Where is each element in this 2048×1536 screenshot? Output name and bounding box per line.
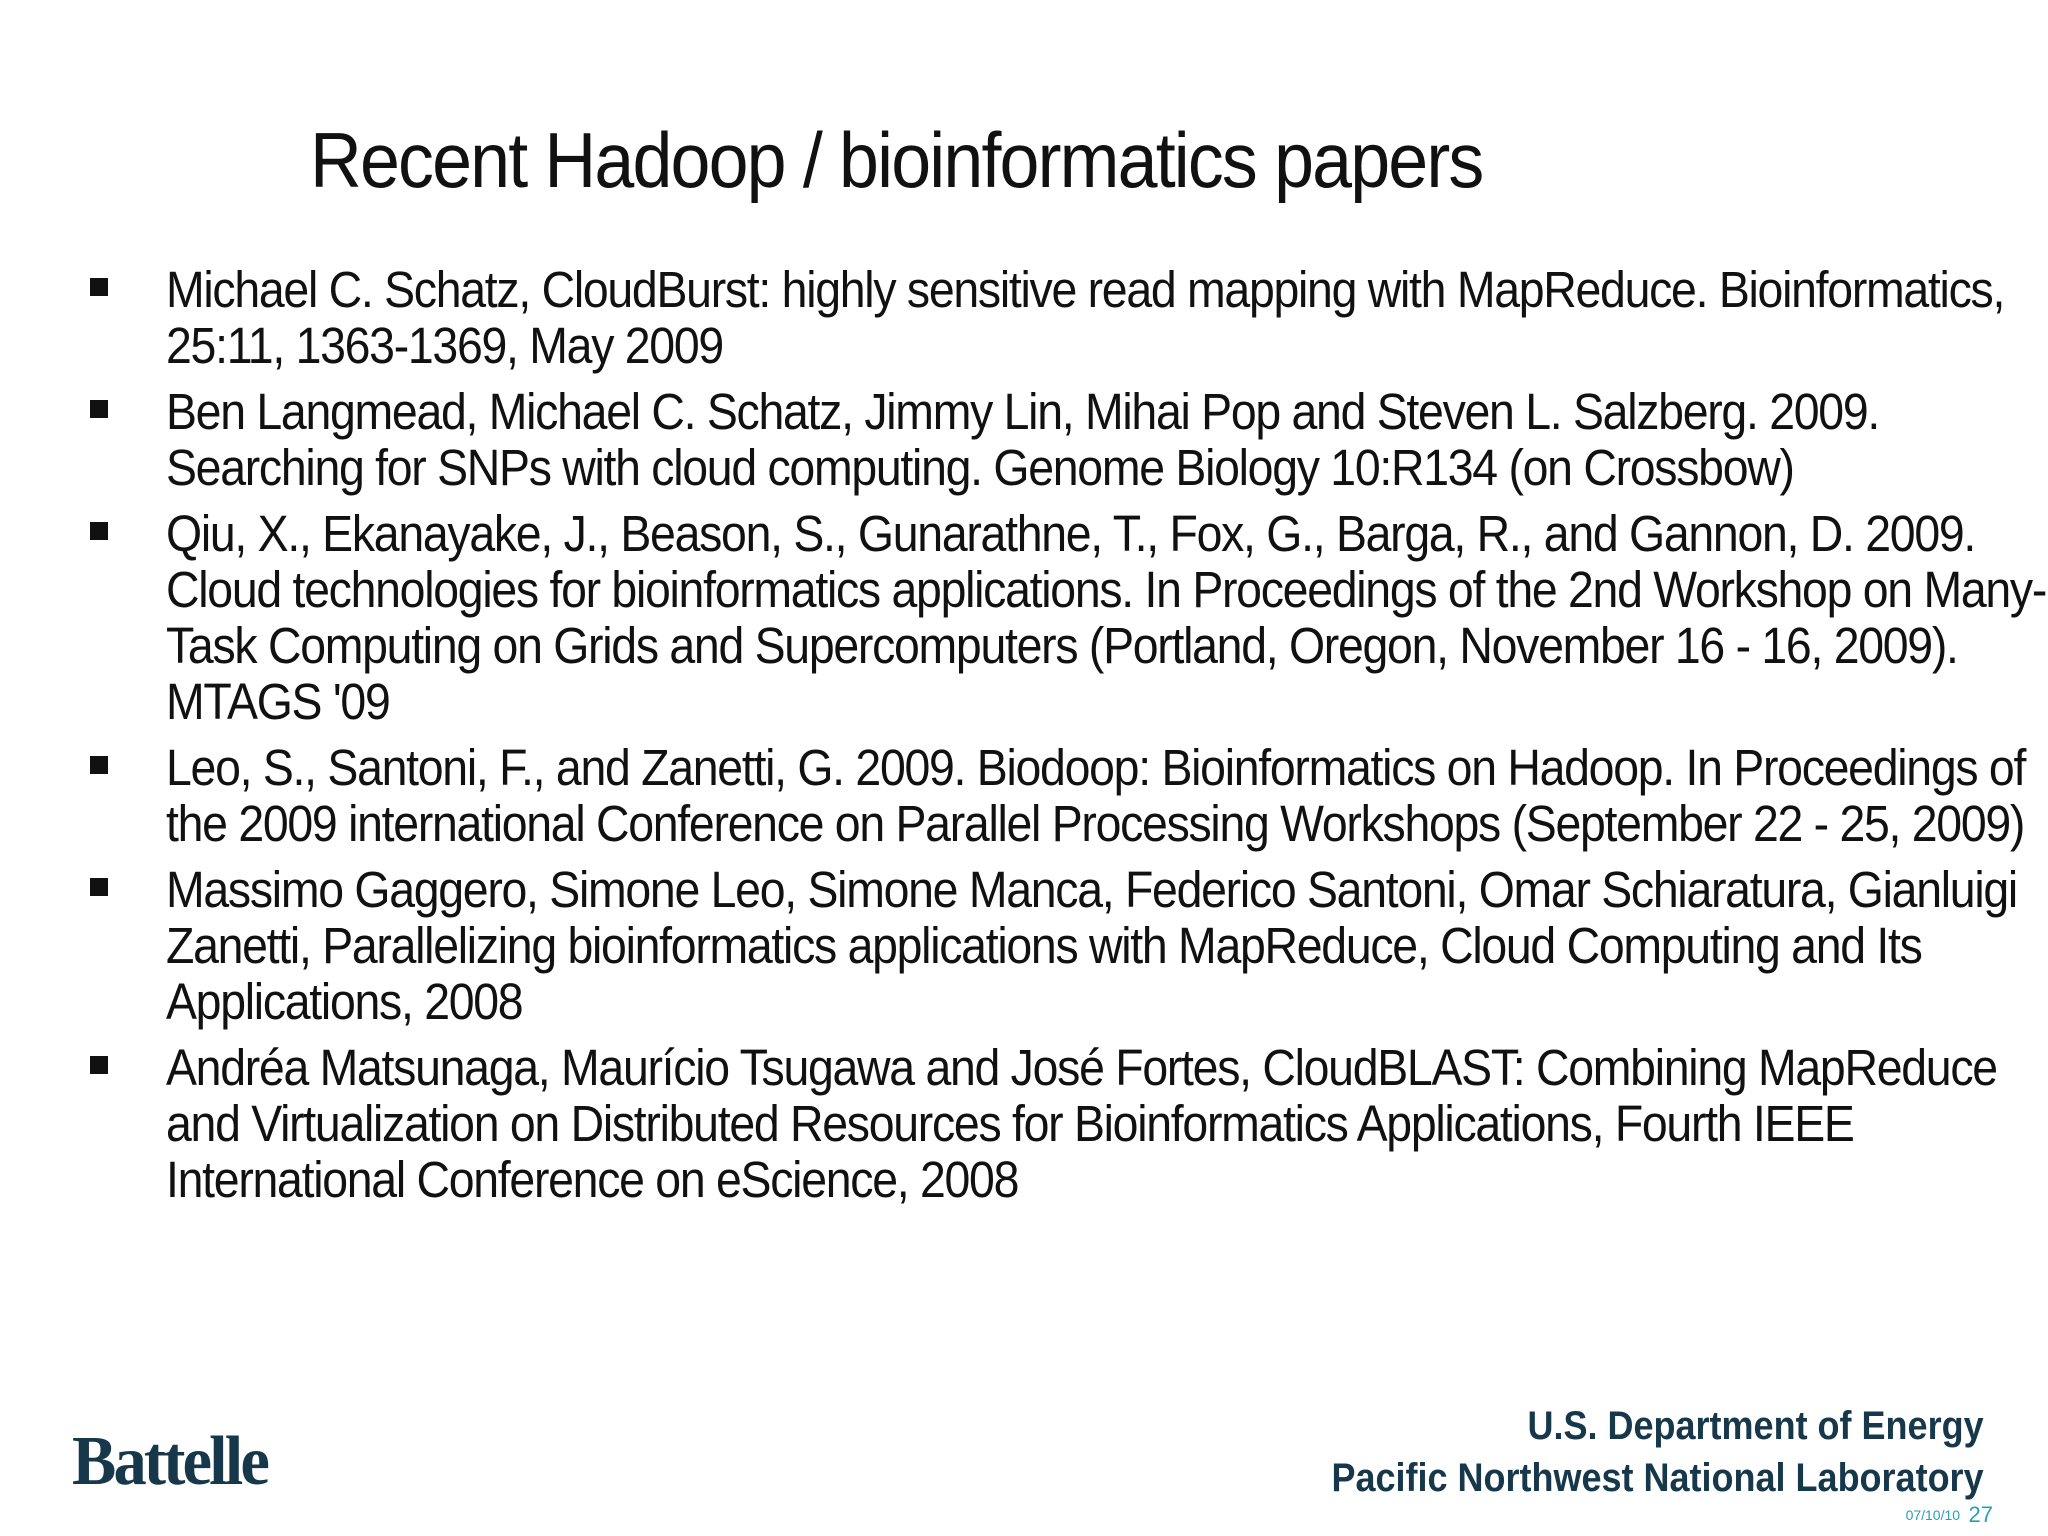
slide-title: Recent Hadoop / bioinformatics papers — [310, 116, 1483, 204]
reference-item — [0, 262, 2048, 374]
reference-item — [0, 384, 2048, 496]
square-bullet-icon — [90, 400, 108, 418]
reference-item — [0, 1040, 2048, 1208]
reference-item — [0, 506, 2048, 730]
square-bullet-icon — [90, 756, 108, 774]
reference-text: Qiu, X., Ekanayake, J., Beason, S., Gunarathne, T., Fox, G., Barga, R., and Gannon, D. 2009. Cloud technologies for bioinformatics applications. In Proceedings of the 2nd Workshop on Many-Task Computing on Grids and Supercomputers (Portland, Oregon, November 16 - 16, 2009). MTAGS '09 — [166, 505, 2047, 730]
reference-text: Ben Langmead, Michael C. Schatz, Jimmy Lin, Mihai Pop and Steven L. Salzberg. 2009. Searching for SNPs with cloud computing. Genome Biology 10:R134 (on Crossbow) — [166, 383, 1879, 496]
footer-meta — [1906, 1502, 1993, 1528]
square-bullet-icon — [90, 278, 108, 296]
footer-org-line-doe: U.S. Department of Energy — [1527, 1404, 1984, 1448]
footer-org-line-pnnl: Pacific Northwest National Laboratory — [1331, 1456, 1984, 1500]
reference-list — [0, 262, 2048, 1218]
reference-item — [0, 740, 2048, 852]
square-bullet-icon — [90, 522, 108, 540]
footer-organization — [1332, 1400, 1984, 1504]
page-number: 27 — [1968, 1502, 1993, 1527]
footer-date: 07/10/10 — [1905, 1507, 1961, 1523]
reference-text: Leo, S., Santoni, F., and Zanetti, G. 2009. Biodoop: Bioinformatics on Hadoop. In Proceedings of the 2009 international Conference on Parallel Processing Workshops (September 22 - 25, 2009) — [166, 739, 2026, 852]
reference-text: Massimo Gaggero, Simone Leo, Simone Manca, Federico Santoni, Omar Schiaratura, Gianluigi Zanetti, Parallelizing bioinformatics applications with MapReduce, Cloud Computing and Its Applications, 2008 — [166, 861, 2017, 1030]
reference-item — [0, 862, 2048, 1030]
square-bullet-icon — [90, 1056, 108, 1074]
square-bullet-icon — [90, 878, 108, 896]
reference-text: Andréa Matsunaga, Maurício Tsugawa and José Fortes, CloudBLAST: Combining MapReduce and Virtualization on Distributed Resources for Bioinformatics Applications, Fourth IEEE International Conference on eScience, 2008 — [166, 1039, 1997, 1208]
battelle-logo: Battelle — [72, 1423, 268, 1500]
reference-text: Michael C. Schatz, CloudBurst: highly sensitive read mapping with MapReduce. Bioinformatics, 25:11, 1363-1369, May 2009 — [166, 261, 2005, 374]
